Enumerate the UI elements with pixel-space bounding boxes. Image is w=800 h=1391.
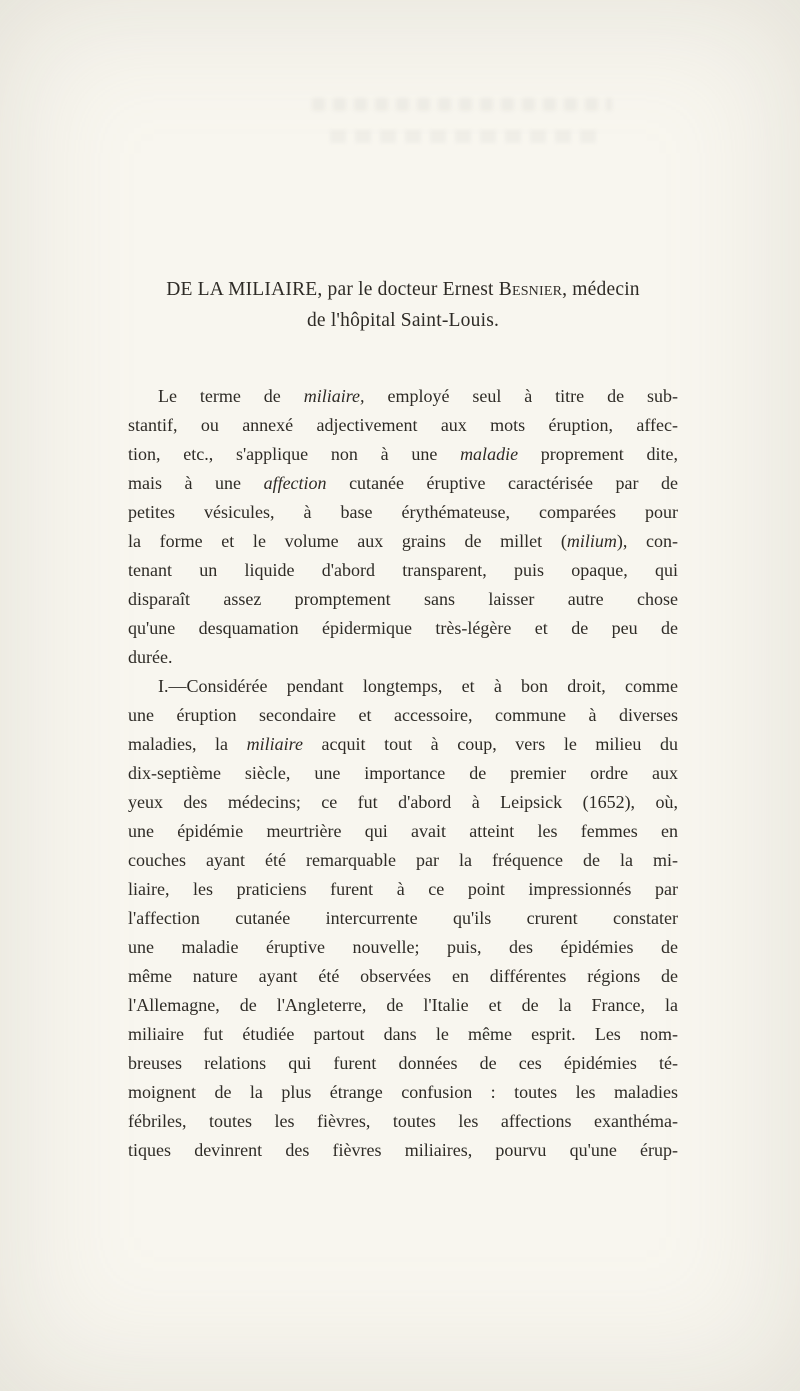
text-line: miliaire fut étudiée partout dans le même esprit. Les nom-: [128, 1024, 678, 1044]
text-line: dix-septième siècle, une importance de premier ordre aux: [128, 763, 678, 783]
text-block: [128, 274, 678, 1165]
text-line: tenant un liquide d'abord transparent, puis opaque, qui: [128, 560, 678, 580]
heading-line1-suffix: , médecin: [562, 279, 640, 300]
text-line: tiques devinrent des fièvres miliaires, pourvu qu'une érup-: [128, 1140, 678, 1160]
text-line: fébriles, toutes les fièvres, toutes les affections exanthéma-: [128, 1111, 678, 1131]
text-line: une éruption secondaire et accessoire, commune à diverses: [128, 705, 678, 725]
heading-line1: [128, 274, 678, 305]
text-line: l'affection cutanée intercurrente qu'ils crurent constater: [128, 908, 678, 928]
heading-line2: de l'hôpital Saint-Louis.: [306, 310, 500, 331]
text-line: disparaît assez promptement sans laisser autre chose: [128, 589, 678, 609]
text-line: liaire, les praticiens furent à ce point impressionnés par: [128, 879, 678, 899]
text-line: tion, etc., s'applique non à une maladie proprement dite,: [128, 444, 678, 464]
text-line: qu'une desquamation épidermique très-légère et de peu de: [128, 618, 678, 638]
text-line: même nature ayant été observées en différentes régions de: [128, 966, 678, 986]
text-line: maladies, la miliaire acquit tout à coup, vers le milieu du: [128, 734, 679, 754]
author-name: Besnier: [498, 279, 563, 300]
text-line: une maladie éruptive nouvelle; puis, des épidémies de: [128, 937, 678, 957]
text-line: mais à une affection cutanée éruptive caractérisée par de: [128, 473, 678, 493]
heading-line1-prefix: DE LA MILIAIRE, par le docteur Ernest: [166, 279, 499, 300]
text-line: une épidémie meurtrière qui avait atteint les femmes en: [128, 821, 678, 841]
article-heading: [128, 274, 678, 336]
paragraph-1: [128, 382, 678, 672]
bleedthrough-artifact: [300, 90, 640, 160]
body-text: [128, 382, 678, 1165]
text-line: la forme et le volume aux grains de millet (milium), con-: [128, 531, 678, 551]
text-line: breuses relations qui furent données de ces épidémies té-: [128, 1053, 678, 1073]
text-line: Le terme de miliaire, employé seul à titre de sub-: [158, 386, 678, 406]
paragraph-2: [128, 672, 678, 1165]
text-line: petites vésicules, à base érythémateuse, comparées pour: [128, 502, 678, 522]
text-line: l'Allemagne, de l'Angleterre, de l'Italie et de la France, la: [128, 995, 678, 1015]
text-line: yeux des médecins; ce fut d'abord à Leipsick (1652), où,: [128, 792, 678, 812]
text-line: durée.: [128, 647, 173, 667]
text-line: stantif, ou annexé adjectivement aux mots éruption, affec-: [128, 415, 678, 435]
text-line: I.—Considérée pendant longtemps, et à bon droit, comme: [158, 676, 678, 696]
text-line: moignent de la plus étrange confusion : toutes les maladies: [128, 1082, 678, 1102]
text-line: couches ayant été remarquable par la fréquence de la mi-: [128, 850, 678, 870]
